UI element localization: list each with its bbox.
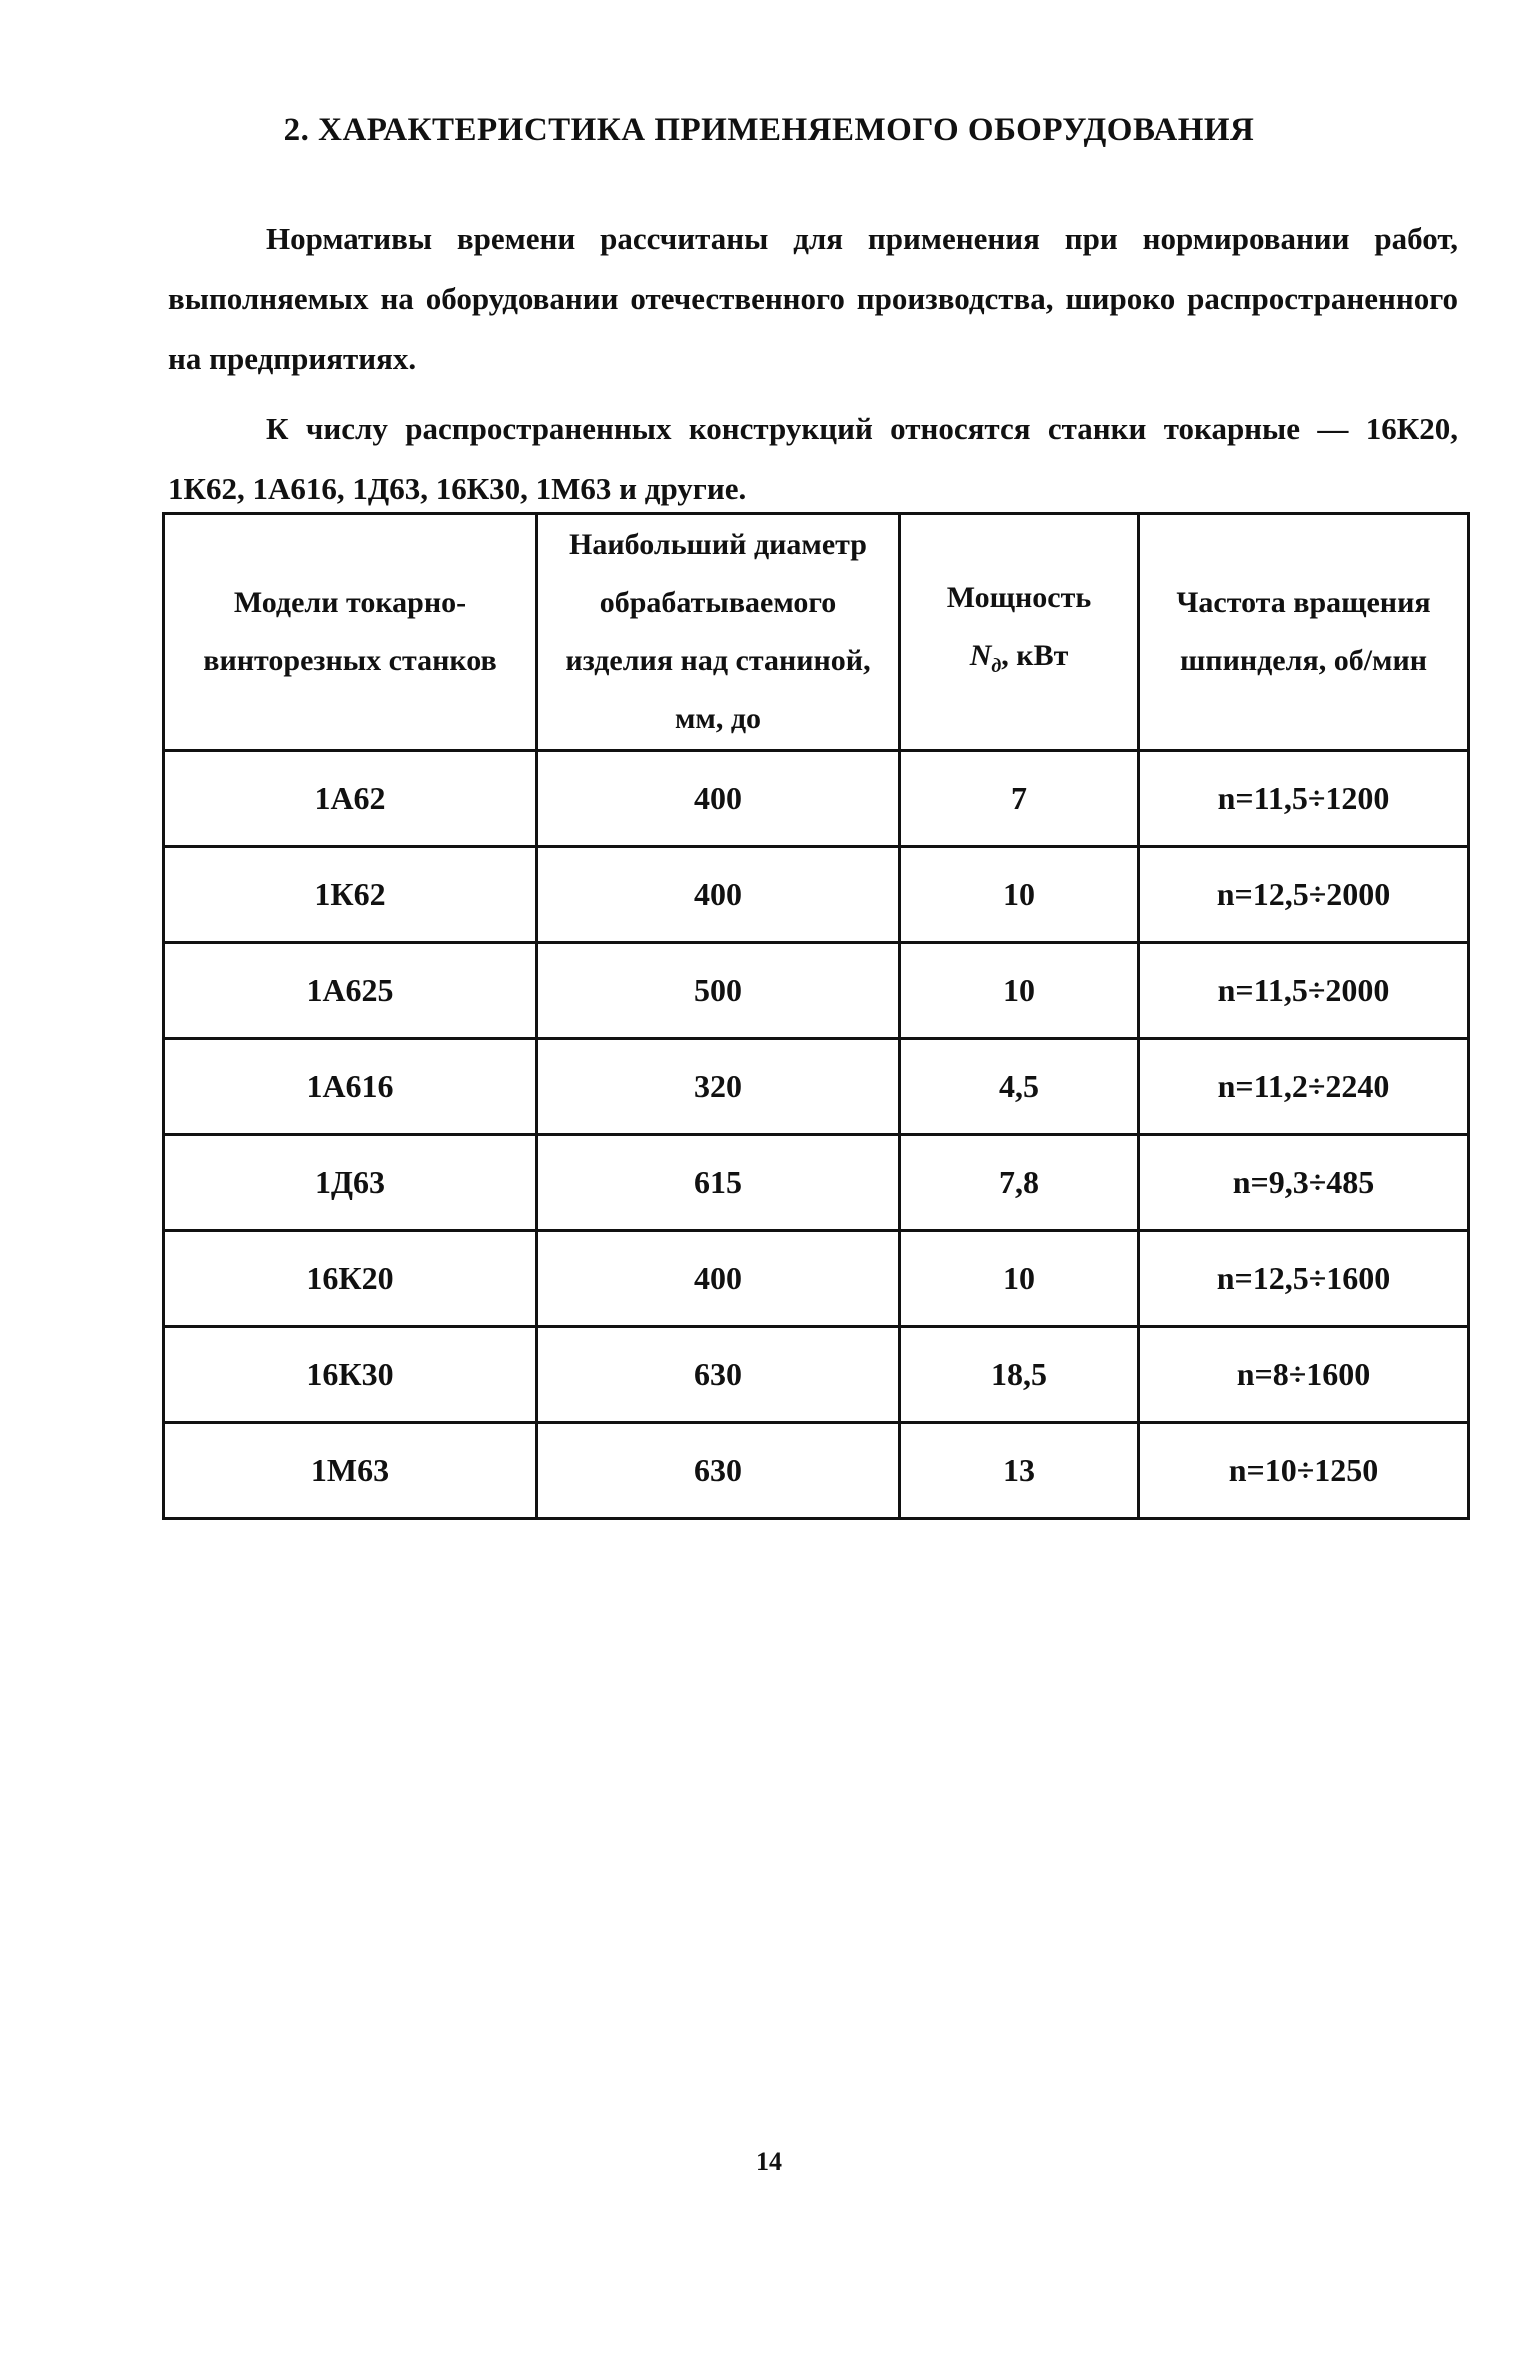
cell-speed: n=11,2÷2240 <box>1139 1039 1469 1135</box>
cell-diameter: 630 <box>537 1423 900 1519</box>
cell-model: 16К20 <box>164 1231 537 1327</box>
paragraph-intro: Нормативы времени рассчитаны для применения при нормировании работ, выполняемых на оборудовании отечественного производства, широко распространенного на предприятиях. <box>168 221 1458 376</box>
cell-power: 10 <box>900 847 1139 943</box>
cell-diameter: 400 <box>537 847 900 943</box>
table-header-row <box>164 514 1469 751</box>
header-power-symbol: N <box>969 639 992 672</box>
table-row <box>164 751 1469 847</box>
page-number: 14 <box>756 2147 782 2176</box>
table-row <box>164 943 1469 1039</box>
cell-speed: n=8÷1600 <box>1139 1327 1469 1423</box>
header-power-label: Мощность <box>946 581 1092 614</box>
cell-speed: n=12,5÷2000 <box>1139 847 1469 943</box>
header-speed: Частота вращения шпинделя, об/мин <box>1139 514 1469 751</box>
cell-speed: n=9,3÷485 <box>1139 1135 1469 1231</box>
header-power-subscript: д <box>991 655 1002 677</box>
cell-model: 1М63 <box>164 1423 537 1519</box>
table-row <box>164 1231 1469 1327</box>
paragraph-machines: К числу распространенных конструкций относятся станки токарные — 16К20, 1К62, 1А616, 1Д63, 16К30, 1М63 и другие. <box>168 411 1458 506</box>
cell-model: 16К30 <box>164 1327 537 1423</box>
cell-diameter: 615 <box>537 1135 900 1231</box>
header-power-unit: , кВт <box>1001 639 1069 672</box>
cell-diameter: 630 <box>537 1327 900 1423</box>
table-row <box>164 847 1469 943</box>
cell-diameter: 500 <box>537 943 900 1039</box>
table-row <box>164 1327 1469 1423</box>
page-title: 2. ХАРАКТЕРИСТИКА ПРИМЕНЯЕМОГО ОБОРУДОВАНИЯ <box>283 112 1255 148</box>
cell-speed: n=11,5÷2000 <box>1139 943 1469 1039</box>
table-row <box>164 1039 1469 1135</box>
cell-speed: n=11,5÷1200 <box>1139 751 1469 847</box>
cell-model: 1А625 <box>164 943 537 1039</box>
cell-model: 1А62 <box>164 751 537 847</box>
header-diameter: Наибольший диаметр обрабатываемого изделия над станиной, мм, до <box>537 514 900 751</box>
cell-model: 1Д63 <box>164 1135 537 1231</box>
cell-power: 10 <box>900 943 1139 1039</box>
cell-model: 1А616 <box>164 1039 537 1135</box>
cell-power: 18,5 <box>900 1327 1139 1423</box>
cell-speed: n=10÷1250 <box>1139 1423 1469 1519</box>
cell-power: 13 <box>900 1423 1139 1519</box>
table-row <box>164 1135 1469 1231</box>
table-row <box>164 1423 1469 1519</box>
cell-diameter: 400 <box>537 751 900 847</box>
cell-power: 4,5 <box>900 1039 1139 1135</box>
cell-power: 7 <box>900 751 1139 847</box>
cell-model: 1К62 <box>164 847 537 943</box>
cell-diameter: 320 <box>537 1039 900 1135</box>
equipment-table <box>162 512 1470 1520</box>
header-model: Модели токарно-винторезных станков <box>164 514 537 751</box>
table-body <box>164 751 1469 1519</box>
cell-speed: n=12,5÷1600 <box>1139 1231 1469 1327</box>
header-power <box>900 514 1139 751</box>
cell-power: 7,8 <box>900 1135 1139 1231</box>
cell-power: 10 <box>900 1231 1139 1327</box>
cell-diameter: 400 <box>537 1231 900 1327</box>
